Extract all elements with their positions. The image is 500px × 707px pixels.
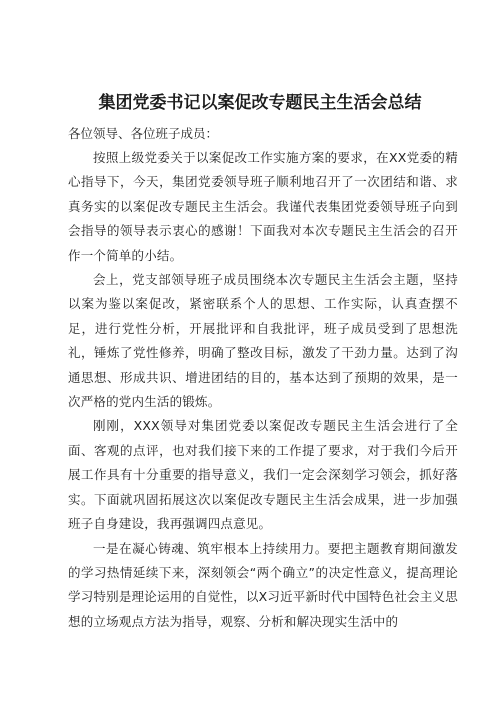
document-title: 集团党委书记以案促改专题民主生活会总结 xyxy=(98,93,422,113)
paragraph-3: 刚刚，XXX领导对集团党委以案促改专题民主生活会进行了全面、客观的点评，也对我们接下来的工作提了要求，对于我们今后开展工作具有十分重要的指导意义，我们一定会深刻学习领会，抓好落实。下面就巩固拓展这次以案促改专题民主生活会成果，进一步加强班子自身建设，我再强调四点意见。 xyxy=(68,418,458,532)
salutation: 各位领导、各位班子成员： xyxy=(68,126,219,141)
paragraph-1: 按照上级党委关于以案促改工作实施方案的要求，在XX党委的精心指导下，今天，集团党委领导班子顺利地召开了一次团结和谐、求真务实的以案促改专题民主生活会。我谨代表集团党委领导班子向到会指导的领导表示衷心的感谢！下面我对本次专题民主生活会的召开作一个简单的小结。 xyxy=(68,150,458,263)
paragraph-2: 会上，党支部领导班子成员围绕本次专题民主生活会主题，坚持以案为鉴以案促改，紧密联系个人的思想、工作实际，认真查摆不足，进行党性分析，开展批评和自我批评，班子成员受到了思想洗礼，锤炼了党性修养，明确了整改目标，激发了干劲力量。达到了沟通思想、形成共识、增进团结的目的，基本达到了预期的效果，是一次严格的党内生活的锻炼。 xyxy=(68,272,458,410)
paragraph-4: 一是在凝心铸魂、筑牢根本上持续用力。要把主题教育期间激发的学习热情延续下来，深刻领会“两个确立”的决定性意义，提高理论学习特别是理论运用的自觉性，以X习近平新时代中国特色社会主义思想的立场观点方法为指导，观察、分析和解决现实生活中的 xyxy=(68,540,458,629)
